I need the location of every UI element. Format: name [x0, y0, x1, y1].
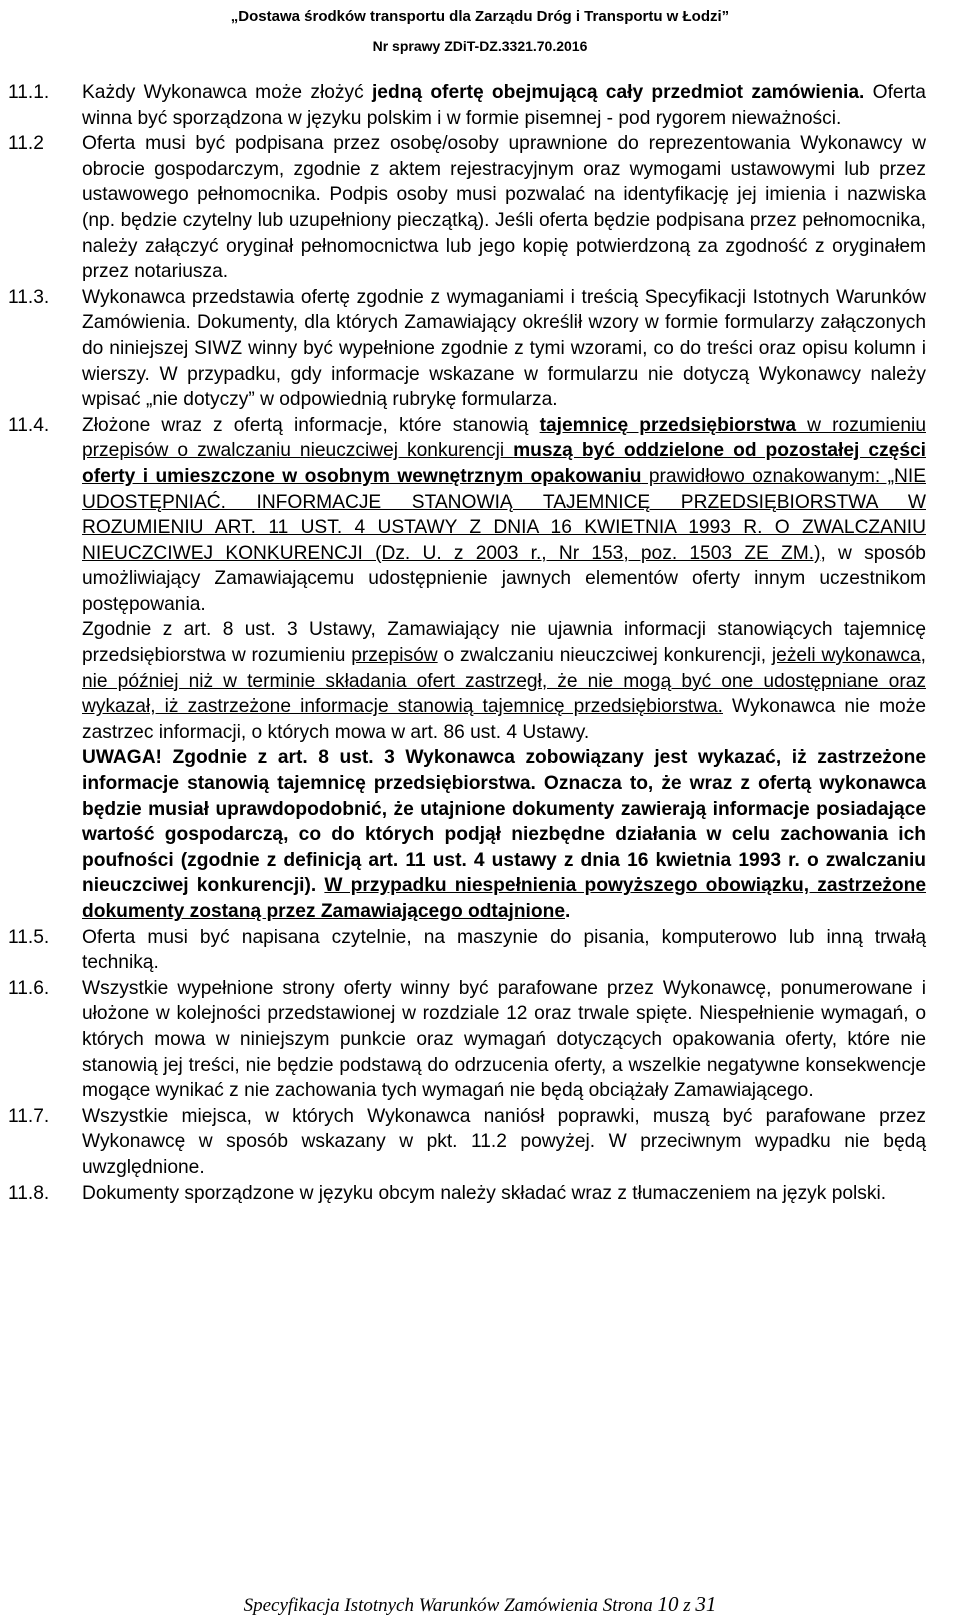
warning-text: UWAGA! Zgodnie z art. 8 ust. 3 Wykonawca zobowiązany jest wykazać, iż zastrzeżone informacje stanowią tajemnicę przedsiębiorstwa. Oznacza to, że wraz z ofertą wykonawca będzie musiał uprawdopodobnić, że utajnione dokumenty zawierają informacje posiadające wartość gospodarczą, co do których podjął niezbędne działania w celu zachowania ich poufności (zgodnie z definicją art. 11 ust. 4 ustawy z dnia 16 kwietnia 1993 r. o zwalczaniu nieuczciwej konkurencji). [82, 747, 926, 897]
document-body [8, 80, 926, 1206]
footer-page-number: 10 [657, 1592, 679, 1616]
section-text-bold-underline: tajemnicę przedsiębiorstwa [539, 414, 797, 436]
section-number: 11.3. [8, 286, 50, 308]
section-11-8 [8, 1181, 926, 1207]
section-11-1 [8, 80, 926, 131]
section-11-3 [8, 285, 926, 413]
section-text: Dokumenty sporządzone w języku obcym należy składać wraz z tłumaczeniem na język polski. [82, 1182, 887, 1204]
section-text: Wykonawca nie może zastrzec informacji, o których mowa w art. 86 ust. 4 Ustawy. [82, 696, 926, 743]
section-11-6 [8, 976, 926, 1104]
section-text: Każdy Wykonawca może złożyć [82, 82, 372, 103]
section-text: , w sposób umożliwiający Zamawiającemu udostępnienie jawnych elementów oferty innym uczestnikom postępowania. [82, 542, 926, 615]
section-text-underline: przepisów [351, 645, 438, 667]
section-text: Wszystkie miejsca, w których Wykonawca naniósł poprawki, muszą być parafowane przez Wykonawcę w sposób wskazany w pkt. 11.2 powyżej. W przeciwnym wypadku nie będą uwzględnione. [82, 1105, 926, 1178]
section-11-4 [8, 413, 926, 925]
section-text-underline: jeżeli wykonawca, nie później niż w terminie składania ofert zastrzegł, że nie mogą być one udostępniane oraz wykazał, iż zastrzeżone informacje stanowią tajemnicę przedsiębiorstwa. [82, 645, 926, 718]
warning-paragraph [82, 745, 926, 924]
section-text-underline: prawidłowo oznakowanym: „NIE UDOSTĘPNIAĆ. INFORMACJE STANOWIĄ TAJEMNICĘ PRZEDSIĘBIORSTWA W ROZUMIENIU ART. 11 UST. 4 USTAWY Z DNIA 16 KWIETNIA 1993 R. O ZWALCZANIU NIEUCZCIWEJ KONKURENCJI (Dz. U. z 2003 r., Nr 153, poz. 1503 ZE ZM.) [82, 465, 926, 564]
section-text: Oferta musi być napisana czytelnie, na maszynie do pisania, komputerowo lub inną trwałą techniką. [82, 926, 926, 974]
section-number: 11.5. [8, 926, 50, 948]
page-footer [0, 1592, 960, 1617]
section-number: 11.1. [8, 82, 50, 103]
section-number: 11.8. [8, 1182, 50, 1204]
footer-text: Specyfikacja Istotnych Warunków Zamówienia Strona [243, 1595, 658, 1616]
section-text: o zwalczaniu nieuczciwej konkurencji, [437, 645, 772, 667]
section-text: Wykonawca przedstawia ofertę zgodnie z wymaganiami i treścią Specyfikacji Istotnych Warunków Zamówienia. Dokumenty, dla których Zamawiający określił wzory w formie formularzy załączonych do niniejszej SIWZ winny być wypełnione zgodnie z tymi wzorami, co do treści oraz opisu kolumn i wierszy. W przypadku, gdy informacje wskazane w formularzu nie dotyczą Wykonawcy należy wpisać „nie dotyczy” w odpowiednią rubrykę formularza. [82, 286, 926, 411]
section-number: 11.7. [8, 1105, 50, 1127]
document-header-title: „Dostawa środków transportu dla Zarządu Dróg i Transportu w Łodzi” [230, 8, 730, 25]
footer-of: z [678, 1595, 696, 1616]
warning-text: . [565, 901, 571, 922]
section-11-5 [8, 925, 926, 976]
section-text-bold: jedną ofertę obejmującą cały przedmiot zamówienia. [371, 82, 865, 103]
section-11-7 [8, 1104, 926, 1181]
section-text: Złożone wraz z ofertą informacje, które stanowią [82, 414, 540, 436]
footer-total-pages: 31 [695, 1592, 717, 1616]
case-number: Nr sprawy ZDiT-DZ.3321.70.2016 [372, 38, 588, 54]
section-text: Oferta winna być sporządzona w języku polskim i w formie pisemnej - pod rygorem nieważności. [82, 82, 926, 129]
section-text: Zgodnie z art. 8 ust. 3 Ustawy, Zamawiający nie ujawnia informacji stanowiących tajemnicę przedsiębiorstwa w rozumieniu [82, 619, 926, 667]
section-number: 11.4. [8, 414, 50, 436]
section-text: Oferta musi być podpisana przez osobę/osoby uprawnione do reprezentowania Wykonawcy w obrocie gospodarczym, zgodnie z aktem rejestracyjnym oraz wymogami ustawowymi lub przez ustawowego pełnomocnika. Podpis osoby musi pozwalać na identyfikację jej imienia i nazwiska (np. będzie czytelny lub uzupełniony pieczątką). Jeśli oferta będzie podpisana przez pełnomocnika, należy załączyć oryginał pełnomocnictwa lub jego kopię potwierdzoną za zgodność z oryginałem przez notariusza. [82, 133, 926, 283]
section-paragraph [82, 617, 926, 745]
warning-text-underline: W przypadku niespełnienia powyższego obowiązku, zastrzeżone dokumenty zostaną przez Zamawiającego odtajnione [82, 875, 927, 922]
section-number: 11.2 [8, 133, 44, 155]
section-text-bold-underline: muszą być oddzielone od pozostałej części oferty i umieszczone w osobnym wewnętrznym opakowaniu [82, 440, 926, 487]
section-text: Wszystkie wypełnione strony oferty winny być parafowane przez Wykonawcę, ponumerowane i ułożone w kolejności przedstawionej w rozdziale 12 oraz trwale spięte. Niespełnienie wymagań, o których mowa w niniejszym punkcie oraz wymagań dotyczących opakowania oferty, które nie stanowią jej treści, nie będzie podstawą do odrzucenia oferty, a wszelkie negatywne konsekwencje mogące wynikać z nie zachowania tych wymagań nie będą obciążały Zamawiającego. [82, 977, 926, 1102]
section-11-2 [8, 131, 926, 285]
section-paragraph [82, 413, 926, 618]
section-text-underline: w rozumieniu przepisów o zwalczaniu nieuczciwej konkurencji [82, 414, 926, 462]
section-number: 11.6. [8, 977, 50, 999]
